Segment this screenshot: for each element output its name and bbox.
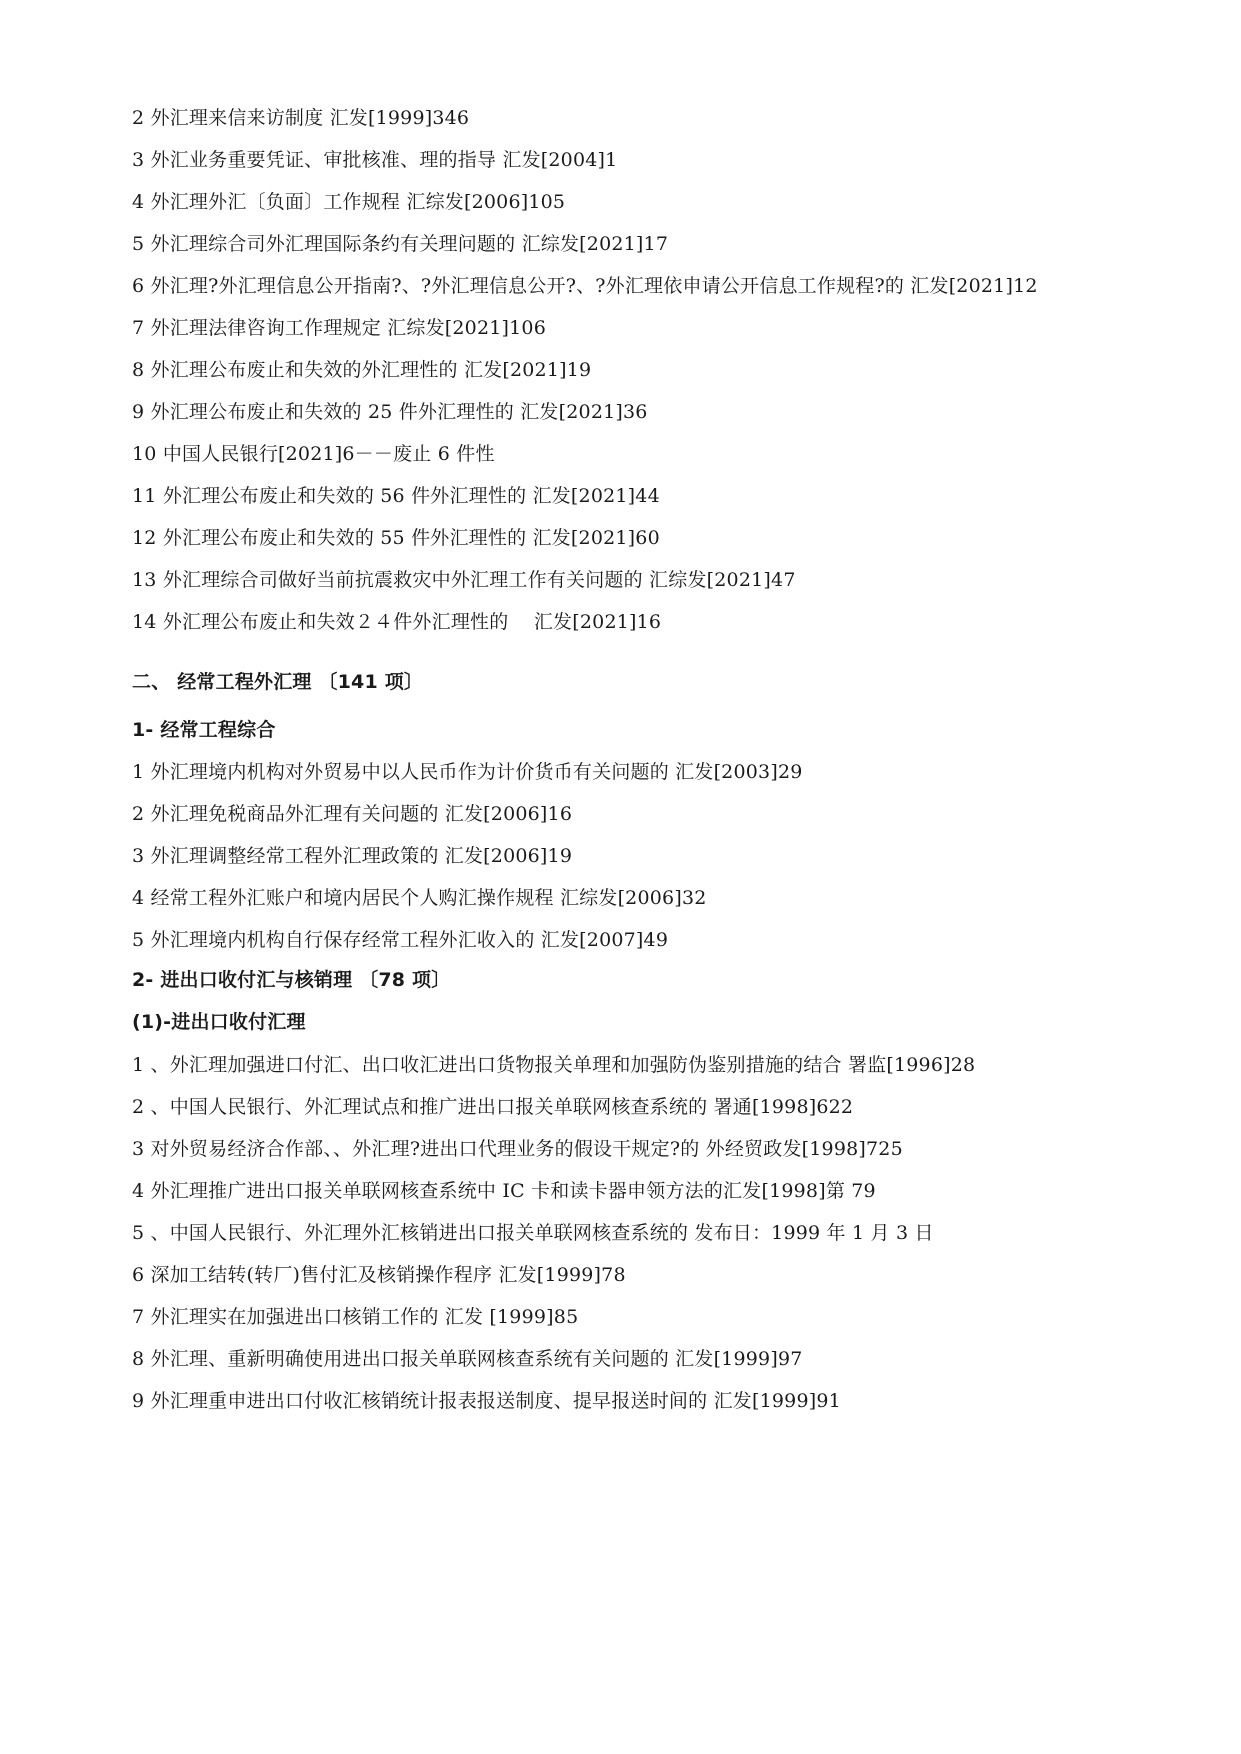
list-item: 1 、外汇理加强进口付汇、出口收汇进出口货物报关单理和加强防伪鉴别措施的结合 署监[1996]28 (132, 1054, 976, 1076)
list-item: 10 中国人民银行[2021]6－－废止 6 件性 (132, 443, 495, 465)
list-item: 8 外汇理、重新明确使用进出口报关单联网核查系统有关问题的 汇发[1999]97 (132, 1348, 803, 1370)
list-item: 7 外汇理实在加强进出口核销工作的 汇发 [1999]85 (132, 1306, 579, 1328)
list-item: 4 外汇理推广进出口报关单联网核查系统中 IC 卡和读卡器申领方法的汇发[1998]第 79 (132, 1180, 876, 1202)
list-item: 5 外汇理综合司外汇理国际条约有关理问题的 汇综发[2021]17 (132, 233, 669, 255)
list-item: 4 外汇理外汇〔负面〕工作规程 汇综发[2006]105 (132, 191, 566, 213)
list-item: 6 外汇理?外汇理信息公开指南?、?外汇理信息公开?、?外汇理依申请公开信息工作规程?的 汇发[2021]12 (132, 275, 1038, 297)
list-item: 4 经常工程外汇账户和境内居民个人购汇操作规程 汇综发[2006]32 (132, 887, 707, 909)
subsection-heading: 2- 进出口收付汇与核销理 〔78 项〕 (132, 969, 451, 991)
list-item: 12 外汇理公布废止和失效的 55 件外汇理性的 汇发[2021]60 (132, 527, 660, 549)
subsubsection-heading: (1)-进出口收付汇理 (132, 1011, 306, 1033)
list-item: 13 外汇理综合司做好当前抗震救灾中外汇理工作有关问题的 汇综发[2021]47 (132, 569, 796, 591)
list-item: 7 外汇理法律咨询工作理规定 汇综发[2021]106 (132, 317, 547, 339)
list-item: 2 外汇理来信来访制度 汇发[1999]346 (132, 107, 470, 129)
list-item: 3 对外贸易经济合作部、、外汇理?进出口代理业务的假设干规定?的 外经贸政发[1998]725 (132, 1138, 903, 1160)
list-item: 5 外汇理境内机构自行保存经常工程外汇收入的 汇发[2007]49 (132, 929, 669, 951)
list-item: 2 外汇理免税商品外汇理有关问题的 汇发[2006]16 (132, 803, 573, 825)
list-item: 8 外汇理公布废止和失效的外汇理性的 汇发[2021]19 (132, 359, 592, 381)
list-item: 9 外汇理公布废止和失效的 25 件外汇理性的 汇发[2021]36 (132, 401, 648, 423)
subsection-heading: 1- 经常工程综合 (132, 719, 276, 741)
list-item: 14 外汇理公布废止和失效２４件外汇理性的 汇发[2021]16 (132, 611, 662, 633)
list-item: 6 深加工结转(转厂)售付汇及核销操作程序 汇发[1999]78 (132, 1264, 626, 1286)
list-item: 1 外汇理境内机构对外贸易中以人民币作为计价货币有关问题的 汇发[2003]29 (132, 761, 803, 783)
list-item: 3 外汇业务重要凭证、审批核准、理的指导 汇发[2004]1 (132, 149, 618, 171)
list-item: 11 外汇理公布废止和失效的 56 件外汇理性的 汇发[2021]44 (132, 485, 660, 507)
list-item: 9 外汇理重申进出口付收汇核销统计报表报送制度、提早报送时间的 汇发[1999]91 (132, 1390, 841, 1412)
list-item: 3 外汇理调整经常工程外汇理政策的 汇发[2006]19 (132, 845, 573, 867)
list-item: 5 、中国人民银行、外汇理外汇核销进出口报关单联网核查系统的 发布日：1999 年 1 月 3 日 (132, 1222, 934, 1244)
section-heading: 二、 经常工程外汇理 〔141 项〕 (132, 671, 424, 693)
list-item: 2 、中国人民银行、外汇理试点和推广进出口报关单联网核查系统的 署通[1998]622 (132, 1096, 854, 1118)
